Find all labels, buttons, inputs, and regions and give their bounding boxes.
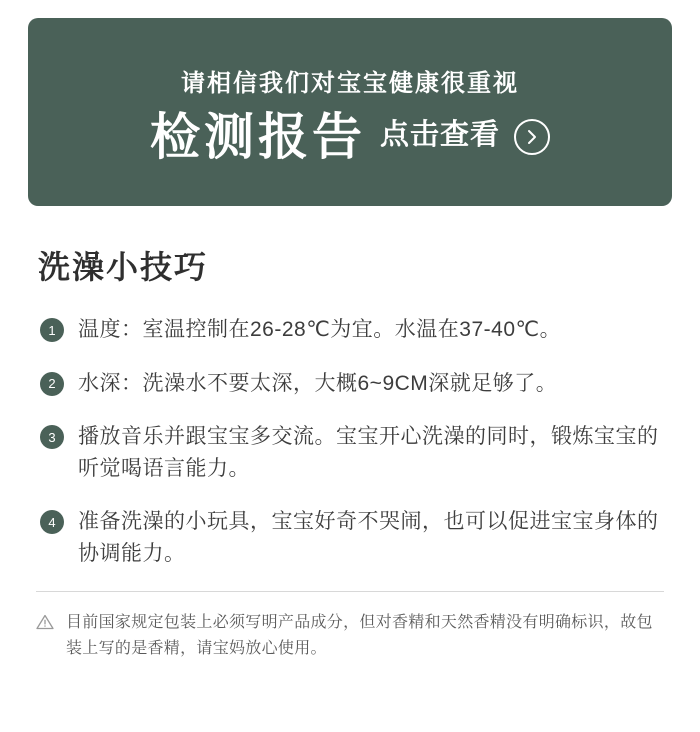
tip-number-badge: 1 <box>40 318 64 342</box>
page-root <box>0 18 700 732</box>
list-item <box>40 314 672 346</box>
report-title: 检测报告 <box>149 108 366 165</box>
list-item <box>40 506 672 569</box>
tip-number-badge: 3 <box>40 425 64 449</box>
tip-text: 水深：洗澡水不要太深，大概6~9CM深就足够了。 <box>78 371 558 395</box>
report-cta-label: 点击查看 <box>379 119 500 151</box>
report-banner[interactable] <box>28 18 672 206</box>
footer-note <box>28 610 672 663</box>
list-item <box>40 368 672 400</box>
tips-list <box>28 314 672 569</box>
tip-text: 准备洗澡的小玩具，宝宝好奇不哭闹，也可以促进宝宝身体的协调能力。 <box>78 510 659 565</box>
tip-text: 播放音乐并跟宝宝多交流。宝宝开心洗澡的同时，锻炼宝宝的听觉喝语言能力。 <box>78 425 659 480</box>
report-kicker: 请相信我们对宝宝健康很重视 <box>181 69 519 97</box>
tip-number-badge: 2 <box>40 372 64 396</box>
chevron-right-icon[interactable] <box>514 119 550 155</box>
report-main-row <box>149 108 550 165</box>
footer-note-text: 目前国家规定包装上必须写明产品成分，但对香精和天然香精没有明确标识，故包装上写的是香精，请宝妈放心使用。 <box>66 614 653 658</box>
tips-section-title: 洗澡小技巧 <box>38 249 209 285</box>
tip-text: 温度：室温控制在26-28℃为宜。水温在37-40℃。 <box>78 318 562 341</box>
list-item <box>40 421 672 484</box>
warning-triangle-icon <box>36 614 54 635</box>
tip-number-badge: 4 <box>40 510 64 534</box>
divider <box>36 591 664 592</box>
